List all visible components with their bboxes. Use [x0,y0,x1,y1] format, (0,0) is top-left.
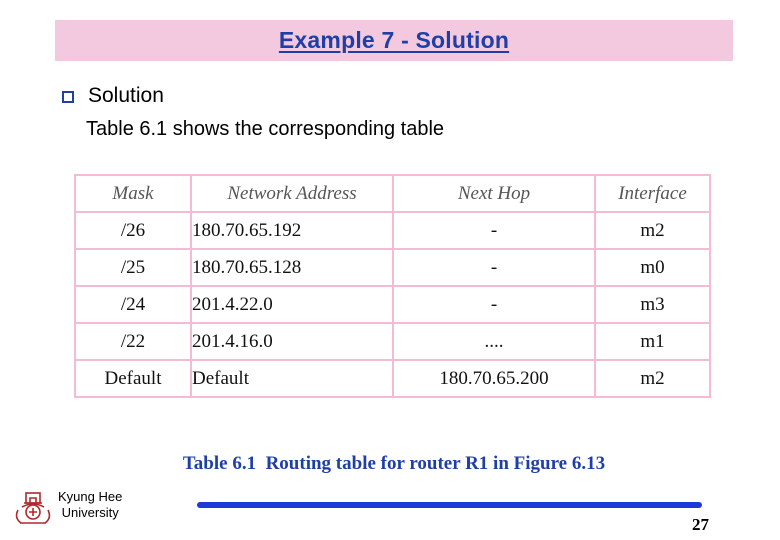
cell-network-address: 201.4.16.0 [191,323,393,360]
cell-network-address: Default [191,360,393,397]
header-interface: Interface [595,175,710,212]
cell-network-address: 180.70.65.192 [191,212,393,249]
cell-mask: /24 [75,286,191,323]
university-name [58,489,122,521]
table-row [75,360,710,397]
cell-mask: /25 [75,249,191,286]
bullet-heading: Solution [88,84,164,107]
table-row [75,323,710,360]
page-number: 27 [692,515,709,534]
table-header-row [75,175,710,212]
table-caption: Table 6.1 Routing table for router R1 in Figure 6.13 [182,453,606,474]
header-next-hop: Next Hop [393,175,595,212]
cell-mask: Default [75,360,191,397]
university-line-1: Kyung Hee [58,489,123,504]
table-row [75,286,710,323]
cell-next-hop: - [393,249,595,286]
table-row [75,249,710,286]
cell-next-hop: .... [393,323,595,360]
cell-network-address: 180.70.65.128 [191,249,393,286]
cell-next-hop: - [393,286,595,323]
title-banner [55,20,733,61]
footer-bar [197,502,702,508]
cell-mask: /26 [75,212,191,249]
cell-interface: m1 [595,323,710,360]
bullet-item [62,84,164,108]
header-network-address: Network Address [191,175,393,212]
cell-interface: m3 [595,286,710,323]
cell-interface: m2 [595,212,710,249]
cell-next-hop: 180.70.65.200 [393,360,595,397]
cell-interface: m2 [595,360,710,397]
cell-interface: m0 [595,249,710,286]
cell-mask: /22 [75,323,191,360]
cell-network-address: 201.4.22.0 [191,286,393,323]
university-line-2: University [61,505,119,520]
slide-title: Example 7 - Solution [278,27,510,53]
header-mask: Mask [75,175,191,212]
cell-next-hop: - [393,212,595,249]
routing-table [74,174,711,398]
university-logo-icon [12,490,54,526]
table-row [75,212,710,249]
square-bullet-icon [62,91,74,103]
body-text: Table 6.1 shows the corresponding table [86,118,445,140]
